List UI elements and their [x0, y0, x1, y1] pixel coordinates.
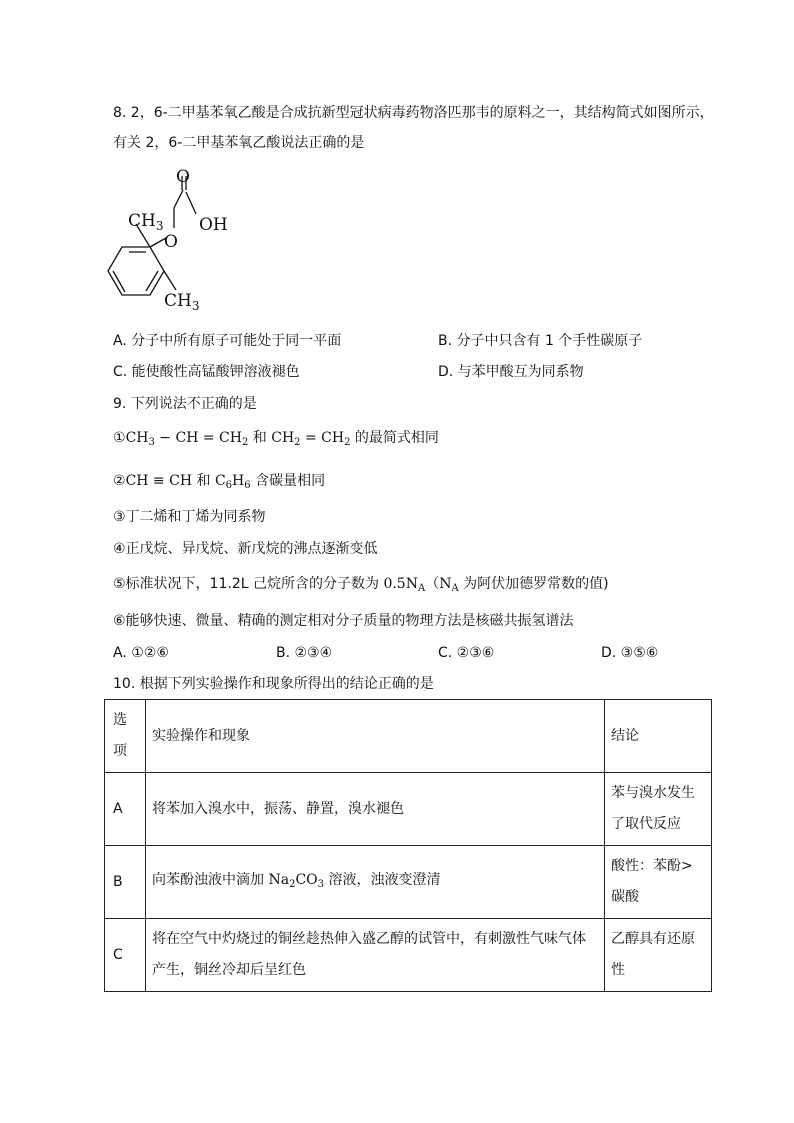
- molecule-bonds: [108, 176, 196, 295]
- row-c-conclusion: 乙醇具有还原性: [605, 919, 712, 992]
- q9-statement-2: ②CH ≡ CH 和 $C_6H_6$ 含碳量相同: [113, 473, 326, 491]
- q9-statement-3: ③丁二烯和丁烯为同系物: [113, 509, 266, 525]
- q9-option-c: C. ②③⑥: [438, 645, 495, 661]
- q9-statement-1: $①CH_3$ − CH = $CH_2$ 和 $CH_2 = CH_2$ 的最简式相同: [113, 430, 439, 448]
- q10-experiment-table: [104, 699, 712, 992]
- header-option: 选项: [105, 700, 146, 773]
- header-conclusion: 结论: [605, 700, 712, 773]
- q9-statement-6: ⑥能够快速、微量、精确的测定相对分子质量的物理方法是核磁共振氢谱法: [113, 613, 574, 629]
- hydroxyl-label: OH: [199, 215, 228, 235]
- q8-option-a: A. 分子中所有原子可能处于同一平面: [113, 333, 342, 349]
- q9-statement-5: ⑤标准状况下，11.2L 己烷所含的分子数为 $0.5N_A(N_A$ 为阿伏加德罗常数的值): [113, 576, 609, 594]
- table-row: [105, 919, 712, 992]
- table-row: [105, 846, 712, 919]
- row-a-conclusion: 苯与溴水发生了取代反应: [605, 773, 712, 846]
- row-b-operation: 向苯酚浊液中滴加 $Na_2CO_3$ 溶液，浊液变澄清: [146, 846, 605, 919]
- row-b-conclusion: 酸性：苯酚>碳酸: [605, 846, 712, 919]
- q8-option-d: D. 与苯甲酸互为同系物: [438, 364, 584, 380]
- q9-option-b: B. ②③④: [276, 645, 333, 661]
- q8-stem-line2: 有关 2，6-二甲基苯氧乙酸说法正确的是: [113, 135, 365, 151]
- table-header-row: [105, 700, 712, 773]
- row-c-operation: 将在空气中灼烧过的铜丝趁热伸入盛乙醇的试管中，有刺激性气味气体产生，铜丝冷却后呈红色: [146, 919, 605, 992]
- row-a-operation: 将苯加入溴水中，振荡、静置，溴水褪色: [146, 773, 605, 846]
- methyl-bottom-label: $CH_3$: [164, 291, 200, 312]
- q9-option-d: D. ③⑤⑥: [601, 645, 659, 661]
- methyl-top-label: $CH_3$: [128, 211, 164, 233]
- q9-statement-4: ④正戊烷、异戊烷、新戊烷的沸点逐渐变低: [113, 541, 378, 557]
- molecule-structure-diagram: [102, 162, 232, 312]
- q8-option-c: C. 能使酸性高锰酸钾溶液褪色: [113, 364, 300, 380]
- ether-oxygen-label: O: [164, 232, 178, 252]
- header-operation: 实验操作和现象: [146, 700, 605, 773]
- row-c-option: C: [105, 919, 146, 992]
- table-row: [105, 773, 712, 846]
- q10-stem: 10. 根据下列实验操作和现象所得出的结论正确的是: [113, 676, 434, 692]
- q8-stem-line1: 8. 2，6-二甲基苯氧乙酸是合成抗新型冠状病毒药物洛匹那韦的原料之一，其结构简式如图所示，: [113, 105, 714, 121]
- q9-option-a: A. ①②⑥: [113, 645, 169, 661]
- row-a-option: A: [105, 773, 146, 846]
- q8-option-b: B. 分子中只含有 1 个手性碳原子: [438, 333, 643, 349]
- q9-stem: 9. 下列说法不正确的是: [113, 396, 257, 412]
- row-b-option: B: [105, 846, 146, 919]
- carbonyl-oxygen-label: O: [176, 167, 190, 187]
